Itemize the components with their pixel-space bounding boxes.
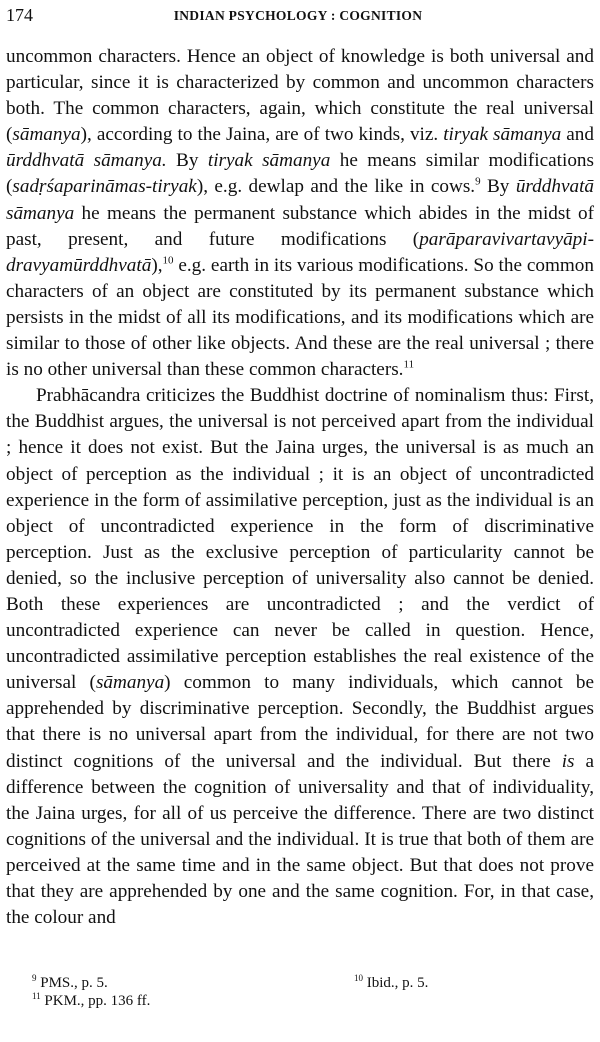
text-run: By (480, 176, 516, 198)
italic-term: sadṛśaparināmas-tiryak (12, 176, 197, 198)
footnotes (32, 974, 590, 1010)
footnote-mark: 9 (32, 973, 37, 983)
footnote-mark: 10 (354, 973, 363, 983)
text-run: uncommon characters. Hence an object of knowledge is both universal and particular, since it is characterized by common and uncommon characters both. The common characters, again, which constitute the real universal ( (6, 46, 594, 146)
italic-term: sāmanya (12, 124, 81, 146)
footnote-reference: 11 (403, 358, 415, 371)
footnote-text: Ibid., p. 5. (363, 975, 429, 991)
text-run: Prabhācandra criticizes the Buddhist doctrine of nominalism thus: First, the Buddhist argues, the universal is not perceived apart from the individual ; hence it does not exist. But the Jaina urges, the universal is as much an object of perception as the individual ; it is an object of uncontradicted experience in the form of assimilative perception, just as the individual is an object of uncontradicted experience in the form of discriminative perception. Just as the exclusive perception of particularity cannot be denied, so the inclusive perception of universality also cannot be denied. Both these experiences are uncontradicted ; and the verdict of uncontradicted experience can never be called in question. Hence, uncontradicted assimilative perception establishes the real existence of the universal ( (6, 385, 594, 694)
footnote-mark: 11 (32, 991, 41, 1001)
page-number: 174 (6, 5, 33, 25)
footnote-reference: 9 (475, 176, 481, 189)
footnote-11 (32, 993, 150, 1009)
text-run: ), according to the Jaina, are of two kinds, viz. (80, 124, 444, 146)
text-run: e.g. earth in its various modifications. So the common characters of an object are constituted by its permanent substance which persists in the midst of all its modifications, and its modifications which are similar to those of other like objects. And these are the real universal ; there is no other universal than these common characters. (6, 254, 594, 381)
text-run: ), e.g. dewlap and the like in cows. (196, 176, 476, 198)
text-run: and (561, 124, 594, 146)
footnote-text: PMS., p. 5. (36, 975, 108, 991)
footnote-text: PKM., pp. 136 ff. (40, 993, 151, 1009)
paragraph (6, 44, 594, 383)
italic-term: is (561, 750, 575, 772)
footnote-row (32, 992, 590, 1010)
paragraph (6, 383, 594, 931)
italic-term: parāparavivartavyāpi-dravyamūrddhvatā (6, 228, 594, 276)
text-run: ) common to many individuals, which cannot be apprehended by discriminative perception. Secondly, the Buddhist argues that there is no universal apart from the individual, for there are not two distinct cognitions of the universal and the individual. But there (6, 672, 594, 772)
body-text (6, 44, 594, 931)
text-run: ), (151, 254, 163, 276)
italic-term: ūrddhvatā sāmanya (6, 176, 594, 224)
footnote-9 (32, 975, 108, 991)
text-run: a difference between the cognition of universality and that of individuality, the Jaina urges, for all of us perceive the difference. There are two distinct cognitions of the universal and the individual. It is true that both of them are perceived at the same time and in the same object. But that does not prove that they are apprehended by one and the same cognition. For, in that case, the colour and (6, 750, 594, 929)
italic-term: tiryak sāmanya (207, 150, 331, 172)
running-title: INDIAN PSYCHOLOGY : COGNITION (173, 8, 423, 23)
page-header (6, 5, 590, 27)
footnote-reference: 10 (162, 254, 174, 267)
footnote-10 (354, 974, 428, 992)
italic-term: sāmanya (95, 672, 165, 694)
footnote-row (32, 974, 590, 992)
italic-term: ūrddhvatā sāmanya. (6, 150, 167, 172)
text-run: By (166, 150, 208, 172)
italic-term: tiryak sāmanya (443, 124, 562, 146)
text-run: he means the permanent substance which abides in the midst of past, present, and future modifications ( (6, 202, 594, 250)
text-run: he means similar modifications ( (6, 150, 594, 198)
